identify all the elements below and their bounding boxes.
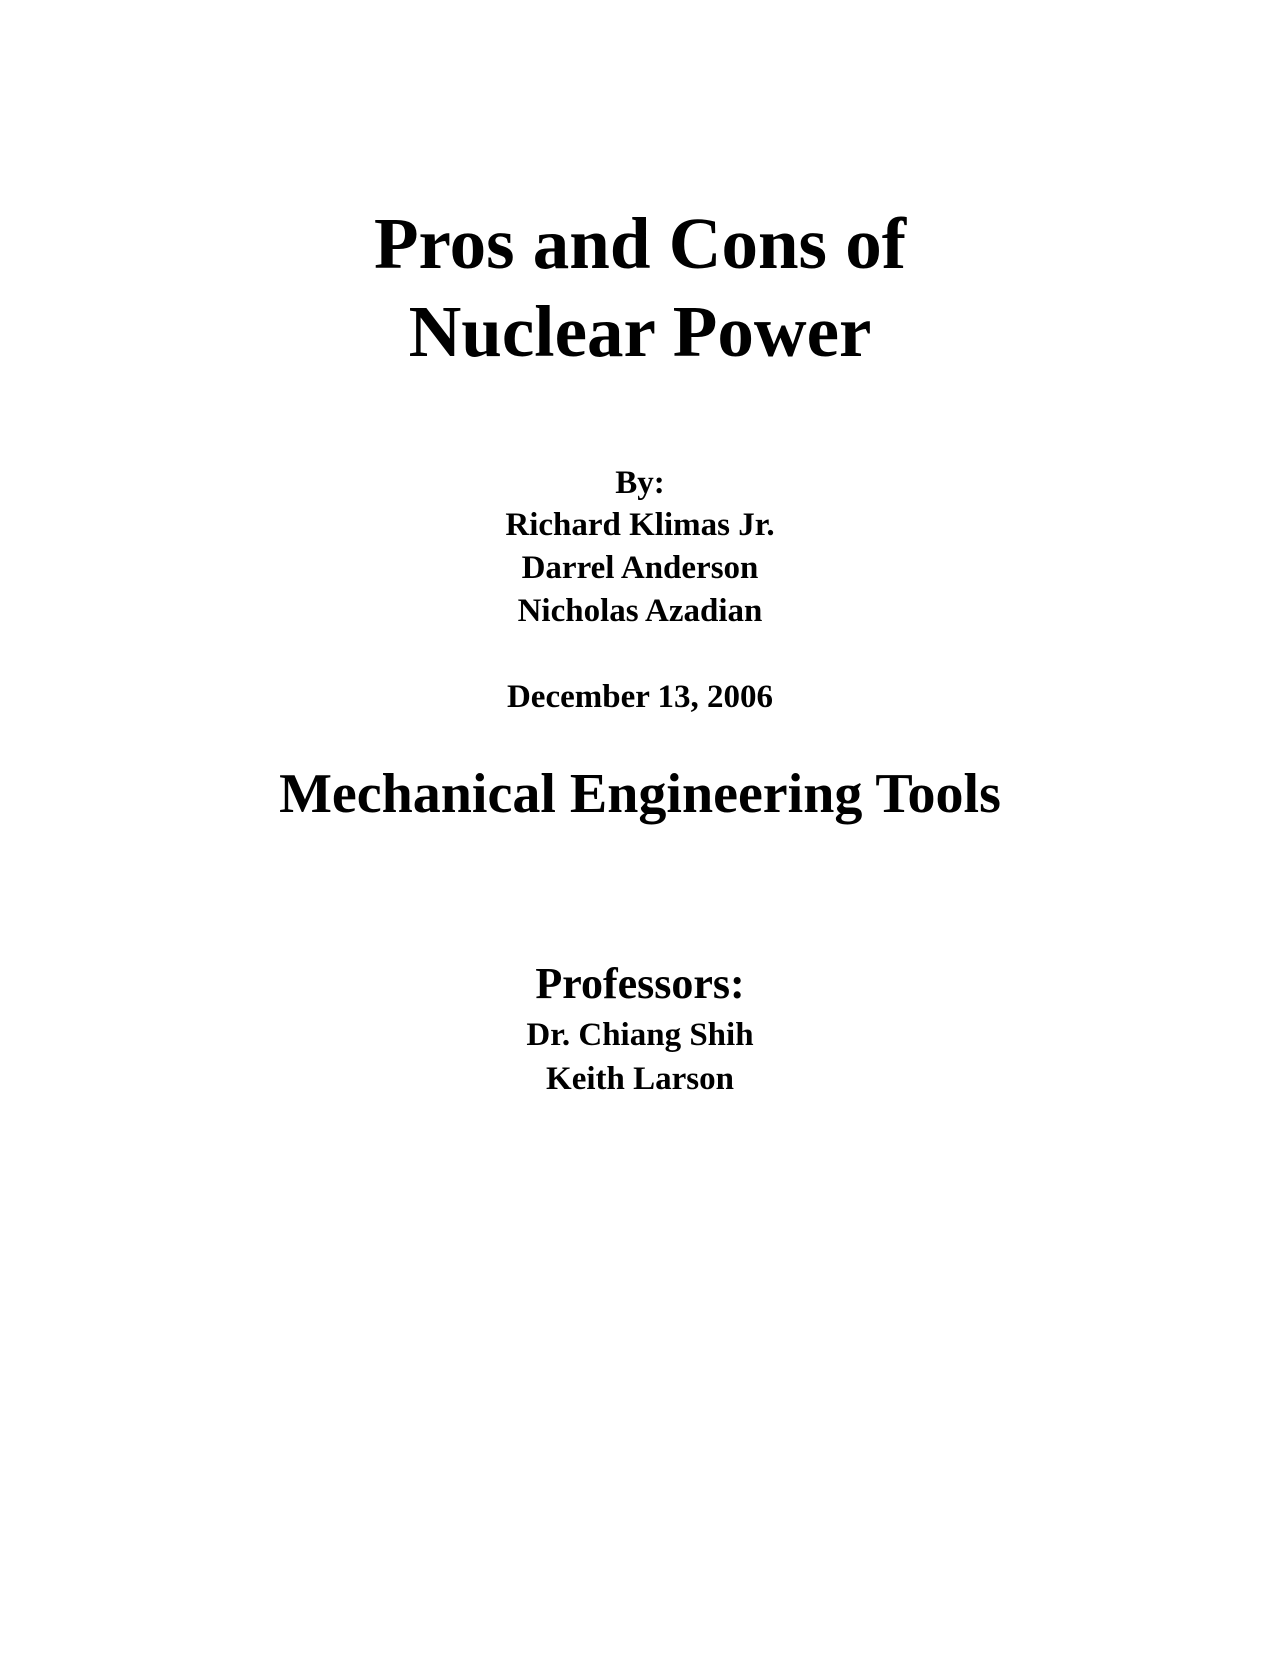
author-name: Darrel Anderson — [521, 550, 759, 586]
document-date: December 13, 2006 — [506, 679, 774, 715]
professor-name: Keith Larson — [546, 1061, 734, 1097]
author-name: Richard Klimas Jr. — [505, 507, 775, 543]
document-title-line-1: Pros and Cons of — [373, 203, 907, 284]
professor-name: Dr. Chiang Shih — [526, 1017, 754, 1053]
professors-label: Professors: — [535, 959, 745, 1008]
course-name: Mechanical Engineering Tools — [279, 763, 1001, 825]
document-title-line-2: Nuclear Power — [408, 291, 872, 372]
by-label: By: — [615, 465, 665, 501]
author-name: Nicholas Azadian — [517, 593, 763, 629]
